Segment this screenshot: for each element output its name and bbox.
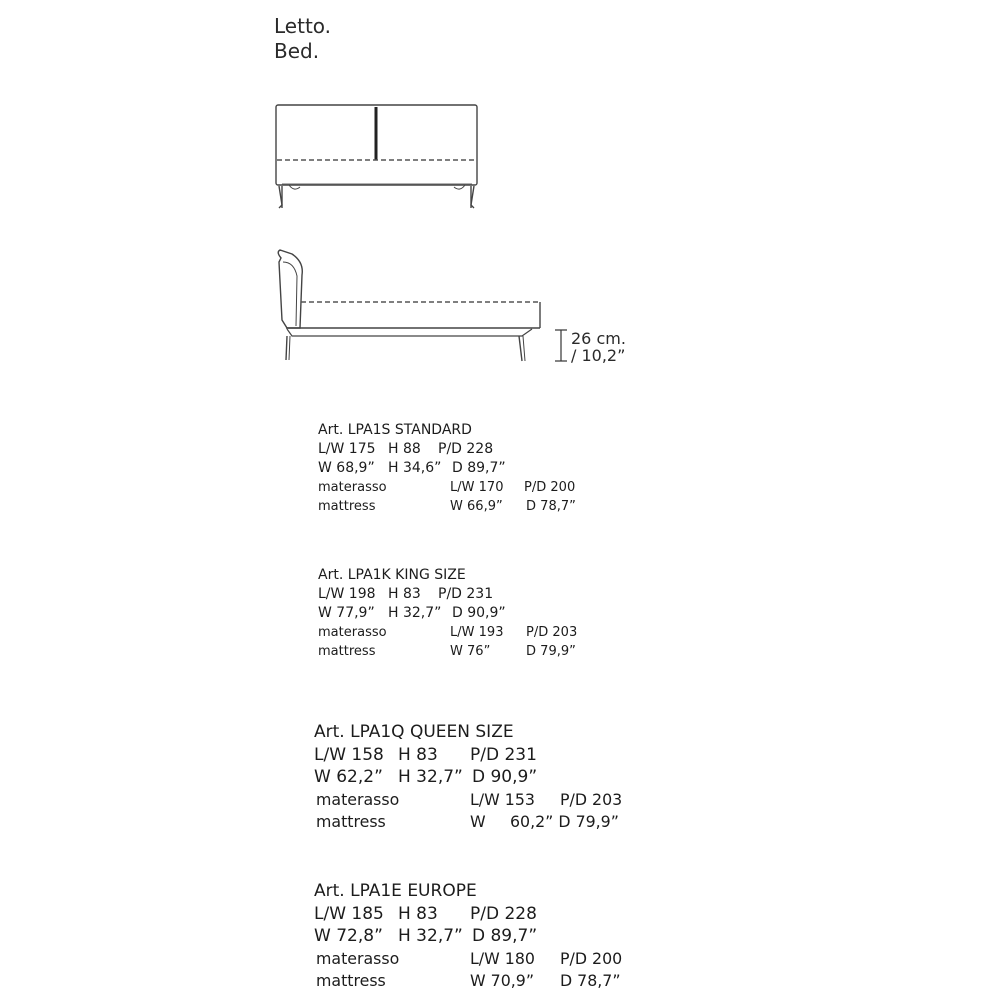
- spec-row-imperial: [318, 604, 506, 623]
- spec-mattress-depth: P/D 200: [560, 948, 623, 968]
- spec-height: H 88: [388, 441, 421, 457]
- spec-row-metric: [314, 903, 537, 926]
- spec-row-mattress-metric: [318, 478, 576, 497]
- spec-height: H 32,7”: [388, 605, 442, 621]
- spec-row-metric: [314, 744, 537, 767]
- spec-row-imperial: [318, 459, 506, 478]
- spec-row-mattress-imperial: [318, 497, 576, 516]
- spec-width: W 72,8”: [314, 926, 383, 946]
- spec-mattress-label: mattress: [318, 644, 376, 659]
- spec-mattress-label: materasso: [318, 480, 387, 495]
- spec-row-mattress-metric: [314, 789, 623, 812]
- spec-depth: D 89,7”: [472, 926, 538, 946]
- spec-heading: Art. LPA1K KING SIZE: [318, 567, 466, 583]
- spec-row-mattress-imperial: [314, 970, 621, 993]
- spec-block-king-size: [318, 566, 578, 661]
- spec-height: H 83: [388, 586, 421, 602]
- spec-depth: P/D 228: [470, 903, 537, 924]
- spec-mattress-label: mattress: [316, 971, 386, 990]
- spec-mattress-depth: P/D 203: [526, 625, 578, 640]
- spec-row-metric: [318, 440, 494, 459]
- spec-mattress-depth: D 79,9”: [526, 644, 576, 659]
- height-dimension-metric: 26 cm.: [571, 329, 626, 348]
- spec-mattress-width: L/W 170: [450, 480, 504, 495]
- spec-row-mattress-imperial: [314, 811, 619, 834]
- spec-mattress-width: L/W 153: [470, 789, 535, 809]
- title-italian: Letto.: [274, 14, 332, 38]
- spec-row-imperial: [314, 766, 538, 789]
- spec-mattress-label: materasso: [316, 789, 400, 809]
- spec-mattress-depth: P/D 203: [560, 789, 623, 809]
- spec-row-mattress-metric: [318, 623, 578, 642]
- spec-mattress-width: W: [470, 812, 486, 831]
- spec-mattress-width: L/W 180: [470, 948, 535, 968]
- bed-side-view: [278, 250, 567, 361]
- spec-depth: P/D 231: [470, 744, 537, 765]
- bed-front-view: [276, 105, 477, 208]
- spec-depth: D 90,9”: [452, 605, 506, 621]
- spec-mattress-width: L/W 193: [450, 625, 504, 640]
- title-english: Bed.: [274, 39, 320, 63]
- spec-height: H 32,7”: [398, 926, 463, 946]
- spec-row-mattress-imperial: [318, 642, 576, 661]
- spec-width: L/W 158: [314, 744, 384, 765]
- spec-heading: Art. LPA1Q QUEEN SIZE: [314, 722, 514, 742]
- spec-height: H 83: [398, 744, 438, 765]
- spec-width: L/W 198: [318, 586, 376, 602]
- spec-depth: P/D 228: [438, 441, 494, 457]
- spec-depth: D 90,9”: [472, 767, 538, 787]
- spec-height: H 34,6”: [388, 460, 442, 476]
- spec-width: L/W 175: [318, 441, 376, 457]
- spec-mattress-depth: D 78,7”: [526, 499, 576, 514]
- spec-width: W 77,9”: [318, 605, 375, 621]
- spec-width: W 68,9”: [318, 460, 375, 476]
- spec-mattress-width: W 66,9”: [450, 499, 503, 514]
- spec-row-mattress-metric: [314, 948, 623, 971]
- spec-mattress-width: W 70,9”: [470, 971, 534, 990]
- spec-heading: Art. LPA1S STANDARD: [318, 422, 472, 438]
- spec-mattress-depth: 60,2” D 79,9”: [510, 812, 619, 831]
- spec-row-imperial: [314, 925, 538, 948]
- height-dimension-imperial: / 10,2”: [571, 346, 626, 365]
- spec-block-standard: [318, 421, 576, 516]
- spec-mattress-label: materasso: [316, 948, 400, 968]
- spec-width: W 62,2”: [314, 767, 383, 787]
- spec-height: H 32,7”: [398, 767, 463, 787]
- spec-mattress-depth: P/D 200: [524, 480, 576, 495]
- spec-width: L/W 185: [314, 903, 384, 924]
- spec-block-queen-size: [314, 721, 623, 834]
- spec-mattress-width: W 76”: [450, 644, 491, 659]
- spec-heading: Art. LPA1E EUROPE: [314, 881, 477, 901]
- bed-drawings: [0, 0, 1000, 400]
- spec-height: H 83: [398, 903, 438, 924]
- spec-mattress-label: materasso: [318, 625, 387, 640]
- spec-mattress-depth: D 78,7”: [560, 971, 621, 990]
- height-dimension: [571, 330, 626, 364]
- spec-mattress-label: mattress: [316, 812, 386, 831]
- spec-row-metric: [318, 585, 494, 604]
- spec-block-europe: [314, 880, 623, 993]
- spec-mattress-label: mattress: [318, 499, 376, 514]
- spec-depth: D 89,7”: [452, 460, 506, 476]
- spec-depth: P/D 231: [438, 586, 494, 602]
